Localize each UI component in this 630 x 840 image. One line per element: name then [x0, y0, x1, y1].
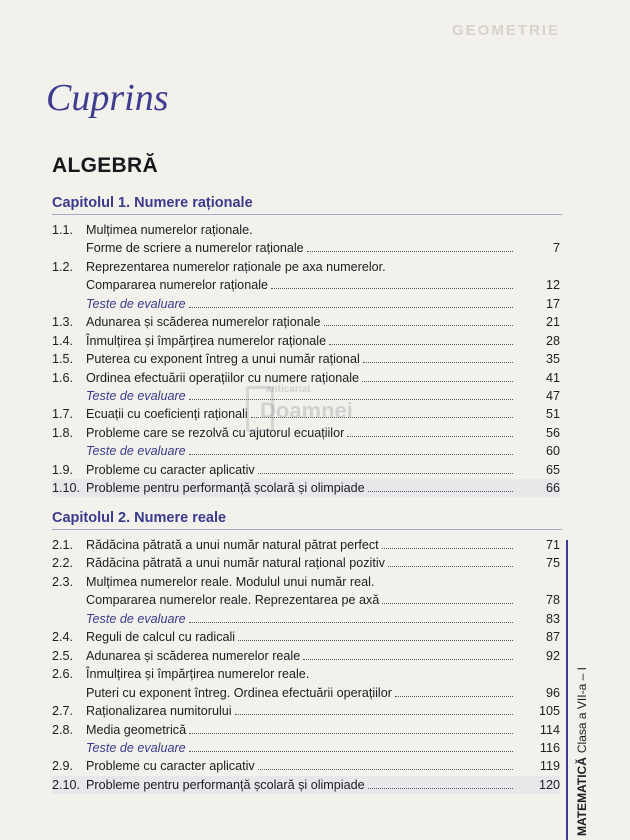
dot-leader	[258, 473, 513, 474]
entry-title: Teste de evaluare	[86, 389, 186, 403]
dot-leader	[395, 696, 513, 697]
sidebar-grade: Clasa a VII-a – I	[575, 667, 589, 754]
dot-leader	[235, 714, 513, 715]
entry-text	[86, 647, 516, 665]
entry-title: Adunarea și scăderea numerelor raționale	[86, 315, 321, 329]
page-number: 12	[545, 278, 560, 292]
entry-text	[86, 239, 516, 257]
toc-entry	[52, 776, 560, 794]
sidebar-subject: MATEMATICĂ	[575, 757, 589, 836]
toc-entry-evaluation	[52, 739, 560, 757]
toc-entry-evaluation	[52, 610, 560, 628]
entry-number: 2.5.	[52, 649, 74, 663]
entry-title: Reguli de calcul cu radicali	[86, 630, 236, 644]
page-number: 47	[545, 389, 560, 403]
entry-title: Rădăcina pătrată a unui număr natural pătrat perfect	[86, 538, 379, 552]
entry-number: 1.3.	[52, 315, 74, 329]
page-number: 41	[545, 371, 560, 385]
page-number: 65	[545, 463, 560, 477]
page-number: 96	[545, 686, 560, 700]
entry-text	[86, 479, 516, 497]
toc-entry	[52, 647, 560, 665]
entry-text	[86, 536, 516, 554]
chapter-heading: Capitolul 2. Numere reale	[52, 510, 227, 526]
chapter-heading: Capitolul 1. Numere raționale	[52, 195, 253, 211]
page-number: 7	[552, 241, 560, 255]
entry-number: 1.8.	[52, 426, 74, 440]
entry-title: Rădăcina pătrată a unui număr natural rațional pozitiv	[86, 556, 385, 570]
entry-title: Probleme pentru performanță școlară și olimpiade	[86, 481, 365, 495]
entry-title: Înmulțirea și împărțirea numerelor raționale	[86, 334, 327, 348]
entry-number: 2.4.	[52, 630, 74, 644]
entry-text	[86, 757, 516, 775]
dot-leader	[238, 640, 513, 641]
page-number: 119	[539, 759, 560, 773]
entry-title: Teste de evaluare	[86, 741, 186, 755]
chapter-rule	[52, 214, 562, 215]
page-number: 66	[545, 481, 560, 495]
dot-leader	[189, 622, 513, 623]
entry-text	[86, 776, 516, 794]
page-number: 28	[545, 334, 560, 348]
entry-title: Înmulțirea și împărțirea numerelor reale.	[86, 667, 310, 681]
toc-entry	[52, 721, 560, 739]
entry-number: 1.6.	[52, 371, 74, 385]
entry-number: 1.1.	[52, 223, 74, 237]
toc-entry	[52, 239, 560, 257]
entry-title: Forme de scriere a numerelor raționale	[86, 241, 304, 255]
entry-title: Mulțimea numerelor raționale.	[86, 223, 253, 237]
dot-leader	[388, 566, 513, 567]
entry-title: Compararea numerelor reale. Reprezentarea pe axă	[86, 593, 380, 607]
entry-text	[86, 628, 516, 646]
chapter-rule	[52, 529, 562, 530]
entry-number: 2.6.	[52, 667, 74, 681]
entry-text	[86, 684, 516, 702]
toc-entry	[52, 479, 560, 497]
entry-title: Puterea cu exponent întreg a unui număr rațional	[86, 352, 360, 366]
entry-text	[86, 610, 516, 628]
dot-leader	[368, 491, 513, 492]
toc-entry	[52, 350, 560, 368]
entry-number: 1.7.	[52, 407, 74, 421]
entry-text	[86, 313, 516, 331]
entry-title: Probleme cu caracter aplicativ	[86, 759, 255, 773]
page-number: 71	[545, 538, 560, 552]
dot-leader	[363, 362, 513, 363]
page-number: 51	[545, 407, 560, 421]
dot-leader	[382, 548, 513, 549]
dot-leader	[258, 769, 513, 770]
toc-entry	[52, 536, 560, 554]
watermark-small-text: anticariat	[266, 384, 311, 395]
entry-text	[86, 591, 516, 609]
entry-title: Reprezentarea numerelor raționale pe axa numerelor.	[86, 260, 386, 274]
toc-entry	[52, 332, 560, 350]
entry-text	[86, 295, 516, 313]
entry-text	[86, 221, 516, 239]
entry-number: 2.9.	[52, 759, 74, 773]
entry-title: Media geometrică	[86, 723, 187, 737]
bleed-through-header: GEOMETRIE	[452, 22, 561, 39]
toc-entry	[52, 461, 560, 479]
page-number: 78	[545, 593, 560, 607]
entry-number: 2.1.	[52, 538, 74, 552]
entry-title: Teste de evaluare	[86, 444, 186, 458]
section-heading: ALGEBRĂ	[52, 154, 158, 177]
toc-entry	[52, 554, 560, 572]
entry-title: Teste de evaluare	[86, 297, 186, 311]
entry-number: 2.3.	[52, 575, 74, 589]
toc-entry	[52, 221, 560, 239]
dot-leader	[329, 344, 513, 345]
dot-leader	[189, 307, 513, 308]
dot-leader	[307, 251, 513, 252]
page-number: 105	[538, 704, 560, 718]
dot-leader	[271, 288, 513, 289]
entry-number: 1.9.	[52, 463, 74, 477]
side-divider	[566, 540, 568, 840]
entry-text	[86, 721, 516, 739]
page-number: 83	[545, 612, 560, 626]
page-title: Cuprins	[46, 77, 169, 119]
dot-leader	[189, 751, 513, 752]
page-number: 60	[545, 444, 560, 458]
page-number: 116	[539, 741, 560, 755]
entry-title: Raționalizarea numitorului	[86, 704, 232, 718]
page-number: 87	[545, 630, 560, 644]
entry-title: Ecuații cu coeficienți raționali	[86, 407, 248, 421]
entry-text	[86, 332, 516, 350]
dot-leader	[189, 733, 513, 734]
dot-leader	[303, 659, 513, 660]
entry-text	[86, 739, 516, 757]
entry-number: 1.10.	[52, 481, 81, 495]
watermark-big-text: Doamnei	[260, 398, 353, 423]
page-number: 17	[545, 297, 560, 311]
entry-number: 2.10.	[52, 778, 81, 792]
toc-entry	[52, 665, 560, 683]
running-sidebar	[575, 667, 589, 836]
toc-entry-evaluation	[52, 295, 560, 313]
entry-title: Puteri cu exponent întreg. Ordinea efectuării operațiilor	[86, 686, 392, 700]
entry-text	[86, 350, 516, 368]
entry-text	[86, 573, 516, 591]
page-number: 21	[545, 315, 560, 329]
entry-title: Probleme pentru performanță școlară și olimpiade	[86, 778, 365, 792]
page-number: 114	[539, 723, 560, 737]
entry-number: 2.7.	[52, 704, 74, 718]
entry-text	[86, 461, 516, 479]
page-number: 92	[545, 649, 560, 663]
entry-number: 2.2.	[52, 556, 74, 570]
watermark-logo	[246, 380, 396, 456]
page-number: 120	[538, 778, 560, 792]
toc-entry	[52, 573, 560, 591]
entry-title: Probleme cu caracter aplicativ	[86, 463, 255, 477]
dot-leader	[382, 603, 513, 604]
entry-title: Ordinea efectuării operațiilor cu numere raționale	[86, 371, 360, 385]
dot-leader	[324, 325, 513, 326]
toc-entry	[52, 313, 560, 331]
entry-title: Probleme care se rezolvă cu ajutorul ecuațiilor	[86, 426, 345, 440]
entry-number: 2.8.	[52, 723, 74, 737]
entry-number: 1.5.	[52, 352, 74, 366]
toc-entry	[52, 258, 560, 276]
entry-number: 1.2.	[52, 260, 74, 274]
entry-text	[86, 258, 516, 276]
toc-entry	[52, 702, 560, 720]
toc-entry	[52, 628, 560, 646]
entry-text	[86, 554, 516, 572]
toc-entry	[52, 684, 560, 702]
page-number: 75	[545, 556, 560, 570]
entry-text	[86, 702, 516, 720]
entry-text	[86, 665, 516, 683]
entry-title: Mulțimea numerelor reale. Modulul unui număr real.	[86, 575, 375, 589]
dot-leader	[368, 788, 513, 789]
entry-text	[86, 276, 516, 294]
toc-entry	[52, 276, 560, 294]
entry-number: 1.4.	[52, 334, 74, 348]
entry-title: Compararea numerelor raționale	[86, 278, 269, 292]
page-number: 35	[545, 352, 560, 366]
toc-entry	[52, 757, 560, 775]
toc-entry	[52, 591, 560, 609]
entry-title: Teste de evaluare	[86, 612, 186, 626]
entry-title: Adunarea și scăderea numerelor reale	[86, 649, 301, 663]
page-number: 56	[545, 426, 560, 440]
